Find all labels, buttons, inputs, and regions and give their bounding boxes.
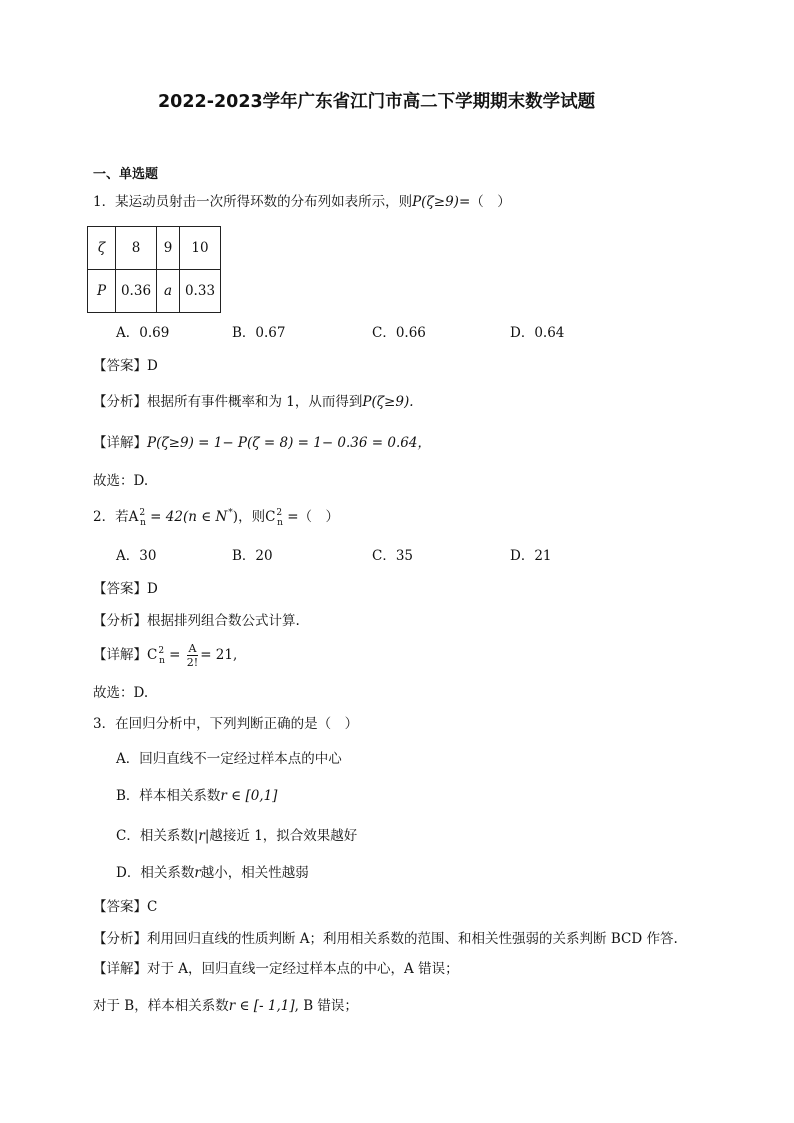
table-cell: 8 <box>116 227 157 270</box>
q2-analysis-text: 根据排列组合数公式计算. <box>147 613 300 629</box>
table-cell: a <box>157 270 180 313</box>
q3-detail-b-text: 对于 B，样本相关系数 <box>93 998 229 1014</box>
analysis-tag: 【分析】 <box>93 613 147 629</box>
q3-option-d-post: 越小，相关性越弱 <box>200 865 309 881</box>
q3-analysis <box>93 930 678 948</box>
q2-answer <box>93 580 158 598</box>
table-row <box>88 270 221 313</box>
q3-option-a: A．回归直线不一定经过样本点的中心 <box>116 751 342 767</box>
analysis-tag: 【分析】 <box>93 931 147 947</box>
analysis-tag: 【分析】 <box>93 394 147 410</box>
q3-detail-b-post: , B 错误； <box>294 998 358 1014</box>
answer-tag: 【答案】 <box>93 581 147 597</box>
q2-detail-result: = 21, <box>200 647 238 663</box>
table-cell: ζ <box>88 227 116 270</box>
q1-analysis-text: 根据所有事件概率和为 1，从而得到 <box>147 394 363 410</box>
q1-conclusion: 故选：D. <box>93 473 149 489</box>
page-title: 2022-2023学年广东省江门市高二下学期期末数学试题 <box>158 92 596 112</box>
q2-detail: 【详解】$C^2_n$ = $\frac{A}{2!}$ = 21, <box>93 642 238 669</box>
q2-analysis <box>93 612 300 630</box>
q2-sup: 2 <box>139 508 146 518</box>
q2-stem-c: C <box>265 509 276 525</box>
q2-star: * <box>228 508 233 518</box>
q1-option-c: C．0.66 <box>372 325 426 341</box>
q2-detail-sup: 2 <box>158 646 165 656</box>
q1-option-b: B．0.67 <box>232 325 286 341</box>
q3-analysis-text: 利用回归直线的性质判断 A；利用相关系数的范围、和相关性强弱的关系判断 BCD 作答. <box>147 931 678 947</box>
q2-stem-mid: = 42(n ∈ N <box>145 509 228 525</box>
q2-detail-sub: n <box>159 656 165 666</box>
q3-detail-b <box>93 997 358 1015</box>
q3-detail-text: 对于 A，回归直线一定经过样本点的中心，A 错误； <box>147 961 459 977</box>
q2-detail-c: C <box>147 647 158 663</box>
detail-tag: 【详解】 <box>93 647 147 663</box>
q1-expr: P(ζ≥9) <box>412 194 459 210</box>
distribution-table <box>87 226 221 313</box>
question-3-stem: 3．在回归分析中，下列判断正确的是（ ） <box>93 716 359 732</box>
q1-answer-value: D <box>147 358 158 374</box>
q1-option-a: A．0.69 <box>116 325 170 341</box>
detail-tag: 【详解】 <box>93 435 147 451</box>
q3-option-c <box>116 827 357 845</box>
question-1-stem <box>93 193 511 211</box>
table-cell: 10 <box>180 227 221 270</box>
answer-tag: 【答案】 <box>93 899 147 915</box>
q3-option-c-post: 越接近 1，拟合效果越好 <box>209 828 358 844</box>
q2-stem-pre: 2．若 <box>93 509 129 525</box>
q3-answer-value: C <box>147 899 158 915</box>
q1-option-d: D．0.64 <box>510 325 565 341</box>
q2-option-a: A．30 <box>116 548 157 564</box>
table-cell: 0.33 <box>180 270 221 313</box>
q3-option-c-expr: |r| <box>193 828 210 844</box>
q1-stem-tail: =（ ） <box>458 194 511 210</box>
table-cell: 9 <box>157 227 180 270</box>
q2-sub: n <box>140 518 146 528</box>
q2-sub-c: n <box>277 518 283 528</box>
q3-detail <box>93 960 459 978</box>
q1-detail <box>93 434 431 452</box>
q3-detail-b-expr: r ∈ [- 1,1] <box>228 998 295 1014</box>
q2-stem-end: =（ ） <box>282 509 340 525</box>
q1-stem-text: 1．某运动员射击一次所得环数的分布列如表所示，则 <box>93 194 413 210</box>
q3-option-d-text: D．相关系数 <box>116 865 195 881</box>
q2-fraction-num: A <box>188 642 197 655</box>
table-cell: 0.36 <box>116 270 157 313</box>
q2-fraction <box>187 642 198 669</box>
q3-option-d-expr: r <box>194 865 201 881</box>
answer-tag: 【答案】 <box>93 358 147 374</box>
q3-option-b-expr: r ∈ [0,1] <box>220 788 278 804</box>
q2-conclusion: 故选：D. <box>93 685 149 701</box>
table-cell: P <box>88 270 116 313</box>
q1-detail-text: P(ζ≥9) = 1− P(ζ = 8) = 1− 0.36 = 0.64， <box>147 435 431 451</box>
q3-option-c-text: C．相关系数 <box>116 828 194 844</box>
q2-stem-close: )，则 <box>232 509 266 525</box>
q2-sup-c: 2 <box>276 508 283 518</box>
q2-option-d: D．21 <box>510 548 552 564</box>
section-heading: 一、单选题 <box>93 167 159 182</box>
q1-analysis <box>93 393 414 411</box>
q3-answer <box>93 898 157 916</box>
q2-stem-a: A <box>128 509 139 525</box>
q3-option-d <box>116 864 309 882</box>
question-2-stem <box>93 508 339 528</box>
q1-answer <box>93 357 158 375</box>
q2-option-c: C．35 <box>372 548 414 564</box>
q2-option-b: B．20 <box>232 548 273 564</box>
q3-option-b-text: B．样本相关系数 <box>116 788 221 804</box>
q2-answer-value: D <box>147 581 158 597</box>
detail-tag: 【详解】 <box>93 961 147 977</box>
q1-analysis-expr: P(ζ≥9). <box>362 394 414 410</box>
table-row <box>88 227 221 270</box>
q2-fraction-den: 2! <box>186 656 199 669</box>
q3-option-b <box>116 787 277 805</box>
